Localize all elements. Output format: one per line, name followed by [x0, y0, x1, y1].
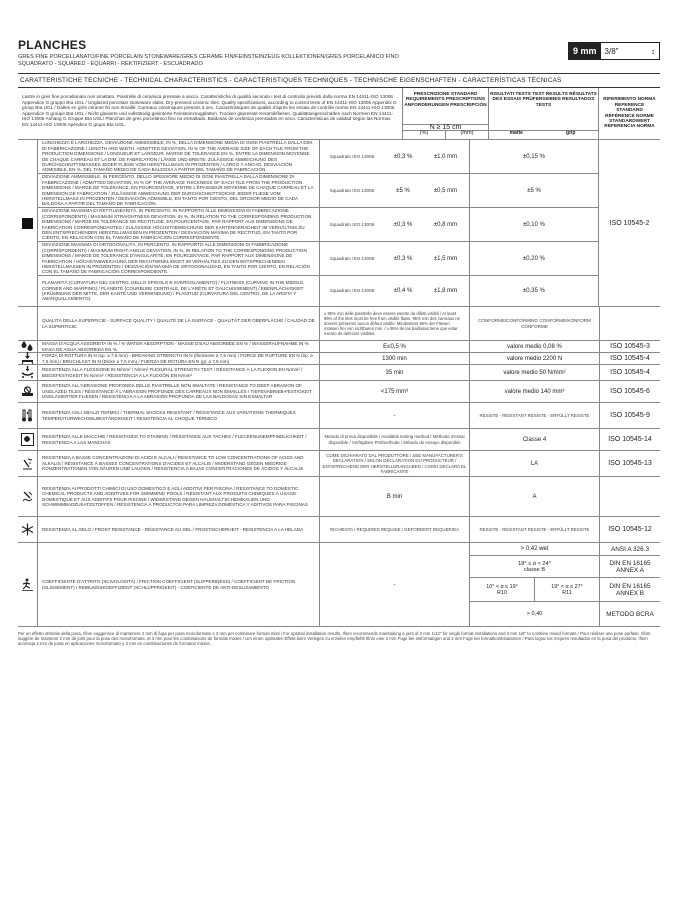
slip-din-b-result: [470, 578, 600, 601]
thickness-inch: 3/8": [604, 46, 619, 56]
chemicals-icon: [21, 490, 34, 503]
acid-icon: [21, 457, 34, 470]
technical-prescription: COME DICHIARATO DAL PRODUTTORE / SEE MANUFACTURER'S DECLARATION / SELON DÉCLARATION DU PRODUCTEUR / ENTSPRECHEND DER HERSTELLERANGABEN / COMO DECLARA EL FABRICANTE: [320, 451, 470, 476]
dimensional-block: [18, 140, 660, 307]
technical-row: [18, 477, 660, 517]
slip-desc: COEFFICIENTE D'ATTRITO (SCIVOLOSITÀ) / FRICTION COEFFICIENT (SLIPPERINESS) / COEFFICIENT DE FRICTION (GLISSEMENT) / REIBUNGSKOEFFIZIENT (SCHLÜPFRIGKEIT) - COEFICIENTE DE ANTI-DESLIZAMIENTO: [38, 543, 320, 626]
unit-mm: (mm): [445, 131, 488, 139]
technical-desc: MASSA D'ACQUA ASSORBITA IN % / % WATER ABSORPTION - MASSE D'EAU ABSORBÉE EN % / WASSERAUFNAHME IN % MASA DE AGUA ABSORBIDA EN %: [38, 341, 320, 352]
slip-prescription: -: [320, 543, 470, 626]
dimensional-result: ±0,10 %: [523, 221, 545, 228]
thickness-arrow-icon: ↕: [651, 46, 655, 56]
dimensional-row: [38, 276, 598, 306]
dimensional-tolerance-pct: ±0,3 %: [393, 153, 413, 160]
thickness-mm: 9 mm: [569, 43, 601, 59]
dimensional-result: ±0,35 %: [523, 288, 545, 294]
dimensional-row: [38, 140, 598, 174]
slip-din-a-row: [470, 556, 660, 578]
dimensional-tolerance-pct: ±5 %: [396, 187, 410, 194]
technical-row: [18, 365, 660, 381]
slip-r10-class: R10: [497, 589, 507, 596]
technical-desc: RESISTENZA AL GELO / FROST RESISTANCE - RÉSISTANCE AU GEL / FROSTSICHERHEIT - RESISTENCIA A LA HELADA: [38, 517, 320, 542]
slip-r11-cell: [535, 578, 599, 601]
technical-prescription: 1300 min: [320, 353, 470, 364]
prescription-label: PRESCRIZIONE STANDARD REQUIREMENTS PRESCRIPTIONS ANFORDERUNGEN PRESCRIPCIÓN: [404, 92, 487, 108]
technical-result: LA: [470, 451, 600, 476]
technical-result: valore medio 0,08 %: [470, 341, 600, 352]
slip-bcra-result: > 0,40: [470, 602, 600, 626]
technical-ref: ISO 10545-3: [610, 343, 650, 350]
technical-result: RESISTE - RÉSISTANT RESISTE - ERFÜLLT RESISTE: [470, 517, 600, 542]
slip-din-a-result: [470, 556, 600, 577]
dimensional-rows: [38, 140, 598, 306]
technical-desc: RESISTENZA AI PRODOTTI CHIMICI DI USO DOMESTICO E AGLI ADDITIVI PER PISCINA / RESISTANCE TO DOMESTIC CHEMICAL PRODUCTS AND ADDITIVES FOR SWIMMING POOLS / RÉSISTANT AUX PRODUITS CHIMIQUES À USAGE DOMESTIQUE ET AUX ADDITIFS POUR PISCINE / WIDERSTAND GEGEN HAUSHALTSCHEMIKALIEN UND SCHWIMMBADZUSATZSTOFFEN / RESISTENCIA A PRODUCTOS PARA LIMPIEZA DOMÉSTICA Y ADITIVOS PARA PISCINAS: [38, 477, 320, 516]
technical-result: valore medio 140 mm³: [470, 381, 600, 402]
dimensional-desc: DEVIAZIONE MASSIMA DI ORTOGONALITÀ, IN PERCENTO, IN RAPPORTO ALLE DIMENSIONI DI FABBRICAZIONE (CORRISPONDENTI) / MAXIMUM RIGHT-ANGLE DEVIATION, IN %, IN RELATION TO THE CORRESPONDING PRODUCTION DIMENSIONS / MARGE DE TOLÉRANCE D'ANGULARITÉ, EN POURCENTAGE, PAR RAPPORT AUX DIMENSIONS DE FABRICATION / HÖCHSTABWEICHUNG DER RECHTWINKLIGKEIT IM VERHÄLTNIS ZU DEN ENTSPRECHENDEN HERSTELLMASSEN IN PROZENTEN / DESVIACIÓN MÁXIMA DE ORTOGONALIDAD, EN TANTO POR CIENTO, EN RELACIÓN CON EL TAMAÑO DE FABRICACIÓN CORRESPONDIENTE.: [38, 242, 320, 275]
dimensional-tolerance-mm: ±1,5 mm: [422, 242, 470, 275]
dimensional-tolerance-pct: ±0,3 %: [393, 255, 413, 262]
dimensional-tolerance-mm: ±0,5 mm: [422, 174, 470, 207]
dimensional-result: ±0,15 %: [523, 153, 545, 160]
slip-icon: [21, 578, 34, 591]
slip-r11-class: R11: [562, 589, 572, 596]
technical-row: [18, 403, 660, 429]
technical-row: [18, 341, 660, 353]
thermometer-icon: [21, 409, 34, 422]
slip-r11-angle: 19° < α ≤ 27°: [551, 583, 583, 590]
dimensional-tolerance-pct: ±0,3 %: [393, 221, 413, 228]
dimensional-method: Squadrato ISO 13006: [329, 288, 375, 294]
subtitle-material: GRES FINE PORCELLANATO/FINE PORCELAIN STONEWARE/GRES CERAME FIN/FEINSTEINZEUG KOLLEKTIONEN/GRES PORCELANICO FINO: [18, 54, 399, 60]
slip-r10-angle: 10° < α ≤ 19°: [486, 583, 518, 590]
dimensional-tolerance-mm: ±1,0 mm: [422, 140, 470, 173]
technical-icon-cell: [18, 381, 38, 402]
technical-ref: ISO 10545-4: [610, 355, 650, 362]
technical-icon-cell: [18, 451, 38, 476]
dimensional-row: [38, 242, 598, 276]
bending-icon: [21, 366, 34, 379]
technical-ref: ISO 10545-13: [608, 460, 652, 467]
technical-ref: ISO 10545-12: [608, 526, 652, 533]
technical-ref: ISO 10545-4: [610, 369, 650, 376]
slip-results: [470, 543, 660, 626]
technical-icon-cell: [18, 341, 38, 352]
technical-result: valore medio 50 N/mm²: [470, 365, 600, 380]
dimensional-desc: LUNGHEZZA E LARGHEZZA. DEVIAZIONE AMMISSIBILE, IN %, DELLA DIMENSIONE MEDIA DI OGNI PIASTRELLA DALLA DIM. DI FABBRICAZIONE / LENGTH AND WIDTH. ADMITTED DEVIATION, IN % OF THE AVERAGE SIZE OF EACH TILE FROM THE PRODUCTION DIMENSIONS / LONGUEUR ET LARGEUR. MARGE DE TOLÉRANCE EN %, ENTRE LA DIMENSION MOYENNE DE CHAQUE CARREAU ET LA DIM. DE FABRICATION / LÄNGE UND BREITE. ZULÄSSIGE ABWEICHUNG DES DURCHSCHNITTSMASSES JEDER FLIESE VOM HERSTELLMASS IN PROZENTEN / LARGO Y ANCHO. DESVIACIÓN ADMISIBLE, EN %, DEL TAMAÑO MEDIO DE CADA BALDOSA A PARTIR DEL TAMAÑO DE FABRICACIÓN.: [38, 140, 320, 173]
reference-header: RIFERIMENTO NORMA REFERENCE STANDARD RÉFÉRENCE NORME STANDARDWERT REFERENCIA NORMA: [598, 88, 660, 139]
technical-prescription: E≤0,5 %: [320, 341, 470, 352]
technical-prescription: <175 mm³: [320, 381, 470, 402]
technical-desc: RESISTENZA ALLA FLESSIONE IN N/mm² / N/mm² FLEXURAL STRENGTH TEST / RÉSISTANCE À LA FLEXION EN N/mm² / BIEGEFESTIGKEIT IN N/mm² / RESISTENCIA A LA FLEXIÓN EN N/mm²: [38, 365, 320, 380]
stain-icon: [21, 433, 34, 446]
technical-prescription: Metodo di prova disponibile / Available testing method / Méthode d'essai disponible / Verfügbare Prüfmethode / Método de ensayo disponible: [320, 429, 470, 450]
technical-icon-cell: [18, 477, 38, 516]
dimensional-desc: DEVIAZIONE MASSIMA DI RETTILINEARITÀ, IN PERCENTO, IN RAPPORTO ALLE DIMENSIONI DI FABBRICAZIONE (CORRISPONDENTI) / MAXIMUM STRAIGHTNESS DEVIATION, IN %, IN RELATION TO THE CORRESPONDING PRODUCTION DIMENSIONS / MARGE DE TOLÉRANCE DE RECTITUDE, EN POURCENTAGE, PAR RAPPORT AUX DIMENSIONS DE FABRICATION CORRESPONDANTES / ZULÄSSIGE HÖCHSTABWEICHUNG DER KANTENGERADHEIT IM VERHÄLTNIS ZU DEN ENTSPRECHENDEN HERSTELLMASSEN IN PROZENTEN / DESVIACIÓN MÁXIMA DE RECTITUD, EN TANTO POR CIENTO, EN RELACIÓN CON EL TAMAÑO DE FABRICACIÓN CORRESPONDIENTE.: [38, 208, 320, 241]
surface-result: CONFORME/CONFORMING CONFORME/KONFORM CONFORME: [470, 307, 600, 340]
subtitle-finish: SQUADRATO - SQUARED - EQUARRI - REKTIFIZIERT - ESCUADRADO: [18, 61, 203, 67]
abrasion-icon: [21, 385, 34, 398]
dimensional-row: [38, 208, 598, 242]
slip-ansi-result: > 0,42 wet: [470, 543, 600, 555]
slip-icon-cell: [18, 543, 38, 626]
technical-icon-cell: [18, 517, 38, 542]
technical-desc: RESISTENZA AGLI SBALZI TERMICI / THERMAL SHOCKS RESISTANT / RÉSISTANCE AUX VARIATIONS THERMIQUES TEMPERATURWECHSELBESTÄNDIGKEIT / RESISTENCIA AL CHOQUE TÉRMICO: [38, 403, 320, 428]
thickness-badge: [568, 42, 660, 60]
technical-result: valore medio 2200 N: [470, 353, 600, 364]
slip-ansi-row: [470, 543, 660, 556]
footnote: Per un effetto ottimale della posa, Ifinm suggerisce di mantenere 2 mm di fuga per posa monoformato e 3 mm per combinare formati misti / For optimal installation results, Ifinm recommends maintaining a joint of 2 mm 1/12" for single format installations and 3 mm 1/8" to combine mixed formats / Pour réaliser une pose parfaite, Ifinm suggère de maintenir 2 mm de joint pour la pose des monoformats, et 3 mm pour les combinaisons de formats mixtes / Um einen optimalen Effekt beim Verlegen zu erzielen empfiehlt Ifinm eine 2 mm Fuge bei einformatigen und 3 mm Fuge bei formatkombinationen / Para lograr los mejores resultados en la posa del producto, Ifinm aconseja 2 mm de junta en aplicaciones monoformato y 3 mm en combinaciones de formatos mixtos.: [18, 631, 651, 647]
intro-text: Lastre in gres fine porcellanato non smaltato. Piastrelle di ceramica pressate a secco. Caratteristiche di qualità secondo i test di controllo previsti dalla norma EN 14411-ISO 13006 Appendice G gruppo BIa UGL / Unglazed porcelain stoneware slabs. Dry-pressed ceramic tiles. Quality specifications, according to control tests of EN 14411-ISO 13006 Appendix G group BIa UGL / Dalles en grès cérame fin non émaillé. Carreaux céramiques pressés à sec. Caractéristiques de qualité d'après les essais de contrôle norme EN 14411-ISO 13006 Appendice G groupe BIa UGL / Nicht glasierte und vollständig gesinterte Feinsteinzeugplatten. Trocken gepresste Keramikfliesen. Qualitätseigenschaften nach Normen EN 14411-ISO 13006 Anhang G Gruppe BIa UGL/ Planchas de gres porcelánico fino no esmaltado. Baldosas de cerámica prensadas en seco. Características de calidad según las Normas EN 14411-ISO 13006 Apéndice G grupo BIa UGL.: [22, 94, 397, 127]
slip-din-a-class: classe B: [523, 566, 546, 573]
technical-row: [18, 517, 660, 543]
surface-desc: QUALITÀ DELLA SUPERFICIE - SURFACE QUALITY / QUALITÉ DE LA SURFACE - QUALITÄT DER OBERFLÄCHE / CALIDAD DE LA SUPERFICIE.: [38, 307, 320, 340]
dimensional-result: ±0,20 %: [523, 255, 545, 262]
slip-din-b-row: [470, 578, 660, 602]
dimensional-tolerance-mm: ±0,8 mm: [422, 208, 470, 241]
technical-result: RESISTE - RÉSISTANT RESISTE - ERFÜLLT RESISTE: [470, 403, 600, 428]
technical-row: [18, 451, 660, 477]
technical-row: [18, 381, 660, 403]
results-header: [488, 88, 598, 139]
surface-icon-cell: [18, 307, 38, 340]
surface-prescription: ≥ 95% min delle piastrelle deve essere esente da difetti visibili / At least 95% of the tiles must be free from visible flaws. 95% min des carreaux ne doivent présenter aucun défaut visible. Mindestens 95% der Fliesen müssen frei von sichtbaren min. / ≥ 95% de las baldosas tiene que estar exento de defectos visibles.: [320, 307, 470, 340]
slip-r10-cell: [470, 578, 535, 601]
results-label: RISULTATI TESTS TEST RESULTS RÉSULTATS DES ESSAIS PRÜFERGEBNIS RESULTADOS TESTS: [490, 92, 597, 108]
dimensional-reference: ISO 10545-2: [598, 140, 660, 306]
dimensional-method: Squadrato ISO 13006: [329, 153, 375, 159]
technical-prescription: -: [320, 403, 470, 428]
technical-prescription: B min: [320, 477, 470, 516]
technical-desc: RESISTENZA ALL'ABRASIONE PROFONDA DELLE PIASTRELLE NON SMALTATE / RESISTANCE TO DEEP ABRASION OF UNGLAZED TILES / RÉSISTANCE À L'ABRASION PROFONDE DES CARREAUX NON ÉMAILLÉS / TIEFENABRIEB-FESTIGKEIT UNGLASIERTER FLIESEN / RESISTENCIA A LA ABRASIÓN PROFUNDA DE LAS BALDOSAS SIN ESMALTAR: [38, 381, 320, 402]
dimensional-method: Squadrato ISO 13006: [329, 221, 375, 227]
technical-result: A: [470, 477, 600, 516]
slip-din-b-ref: DIN EN 16165 ANNEX B: [609, 582, 651, 597]
unit-row: [403, 130, 488, 139]
finish-grip: grip: [566, 130, 576, 136]
slip-bcra-row: [470, 602, 660, 626]
prescription-size: N ≥ 15 cm: [403, 124, 488, 130]
table-header-row: [18, 88, 660, 140]
technical-ref: [600, 477, 660, 516]
square-tile-icon: [22, 218, 33, 229]
finish-matte: matte: [509, 130, 523, 136]
dimensional-row: [38, 174, 598, 208]
technical-ref: ISO 10545-6: [610, 388, 650, 395]
technical-desc: RESISTENZA ALLE MACCHIE / RESISTANCE TO STAINING / RÉSISTANCE AUX TACHES / FLECKENUNEMPFINDLICHKEIT / RESISTENCIA A LAS MANCHAS: [38, 429, 320, 450]
technical-prescription: RICHIESTA / REQUIRED REQUISE / GEFORDERT REQUERIDA: [320, 517, 470, 542]
technical-row: [18, 353, 660, 365]
dimensional-method: Squadrato ISO 13006: [329, 255, 375, 261]
dimensional-desc: DEVIAZIONE AMMISSIBILE, IN PERCENTO, DELLO SPESSORE MEDIO DI OGNI PIASTRELLA DALLA DIMENSIONE DI FABBRICAZIONE / ADMITTED DEVIATION, IN % OF THE AVERAGE THICKNESS OF EACH TILE FROM THE PRODUCTION DIMENSIONS / MARGE DE TOLÉRANCE, EN POURCENTAGE, ENTRE L'ÉPAISSEUR MOYENNE DE CHAQUE CARREAU ET LA DIMENSION DE FABRICATION / ZULÄSSIGE ABWEICHUNG DER DURCHSCHNITTSDICKE JEDER FLIESE VOM HERSTELLMASS IN PROZENTEN / DESVIACIÓN ADMISIBLE, EN TANTO POR CIENTO, DEL GROSOR MEDIO DE CADA BALDOSA A PARTIR DEL TAMAÑO DE FABRICACIÓN.: [38, 174, 320, 207]
page-title: PLANCHES: [18, 38, 87, 52]
dimensional-desc: PLANARITÀ (CURVATURA DEL CENTRO, DELLO SPIGOLO E SVERGOLAMENTO) / FLATNESS (CURVING IN THE MIDDLE, CORNER AND WARPING) / PLANÉITÉ (COURBURE CENTRALE, DE L'ARÊTE ET GAUCHISSEMENT) / EBENFLÄCHIGKEIT (KRÜMMUNG DER MITTE, DER KANTE UND VERWINDUNG) / PLANITUD (CURVATURA DEL CENTRO, DE LA ARISTA Y ABARQUILLAMIENTO).: [38, 276, 320, 306]
dimension-icon-cell: [18, 140, 38, 306]
frost-icon: [21, 523, 34, 536]
slip-din-a-ref: DIN EN 16165 ANNEX A: [609, 559, 651, 574]
technical-ref: ISO 10545-9: [610, 412, 650, 419]
dimensional-tolerance-mm: ±1,8 mm: [422, 276, 470, 306]
slip-row: [18, 543, 660, 627]
slip-ansi-ref: ANSI A 326.3: [610, 545, 649, 553]
technical-icon-cell: [18, 403, 38, 428]
slip-bcra-ref: METODO BCRA: [606, 610, 654, 618]
surface-ref: [600, 307, 660, 340]
slip-din-a-angle: 18° ≤ α < 24°: [518, 560, 551, 567]
section-heading: CARATTERISTICHE TECNICHE - TECHNICAL CHARACTERISTICS - CARACTERISTIQUES TECHNIQUES - TECHNISCHE EIGENSCHAFTEN - CARACTERÍSTICAS TÉCNICAS: [18, 73, 660, 88]
finish-row: [489, 130, 598, 139]
surface-quality-row: [18, 307, 660, 341]
technical-prescription: 35 min: [320, 365, 470, 380]
technical-sheet: [18, 38, 660, 647]
prescription-header: [402, 88, 488, 139]
technical-icon-cell: [18, 353, 38, 364]
dimensional-result: ±5 %: [527, 187, 541, 194]
technical-ref: ISO 10545-14: [608, 436, 652, 443]
technical-icon-cell: [18, 365, 38, 380]
technical-icon-cell: [18, 429, 38, 450]
technical-result: Classe 4: [470, 429, 600, 450]
unit-pct: (%): [419, 130, 429, 136]
technical-desc: FORZA DI ROTTURA IN N (sp. ≥ 7,5 mm) - BREAKING STRENGTH IN N (thickness ≥ 7,5 mm) / FORCE DE RUPTURE EN N (ép. ≥ 7,5 mm) / BRUCHLAST IN N (Dicke ≥ 7,5 mm) / FUERZA DE ROTURA EN N (gr. ≥ 7,5 mm): [38, 353, 320, 364]
technical-row: [18, 429, 660, 451]
technical-desc: RESISTENZA A BASSE CONCENTRAZIONI DI ACIDI E ALCALI / RESISTANCE TO LOW CONCENTRATIONS OF ACIDS AND ALKALIS / RÉSISTANCE À BASSES CONCENTRATIONS D'ACIDES ET ALCALIS / WIDERSTAND GEGEN NIEDRIGE KONZENTRATIONEN VON SÄUREN UND LAUGEN / RESISTENCIA A BAJAS CONCENTRACIONES DE ÁCIDOS Y ÁLCALIS: [38, 451, 320, 476]
technical-rows: [18, 341, 660, 543]
dimensional-tolerance-pct: ±0,4 %: [393, 288, 413, 294]
force-icon: [21, 352, 34, 365]
dimensional-method: Squadrato ISO 13006: [329, 187, 375, 193]
